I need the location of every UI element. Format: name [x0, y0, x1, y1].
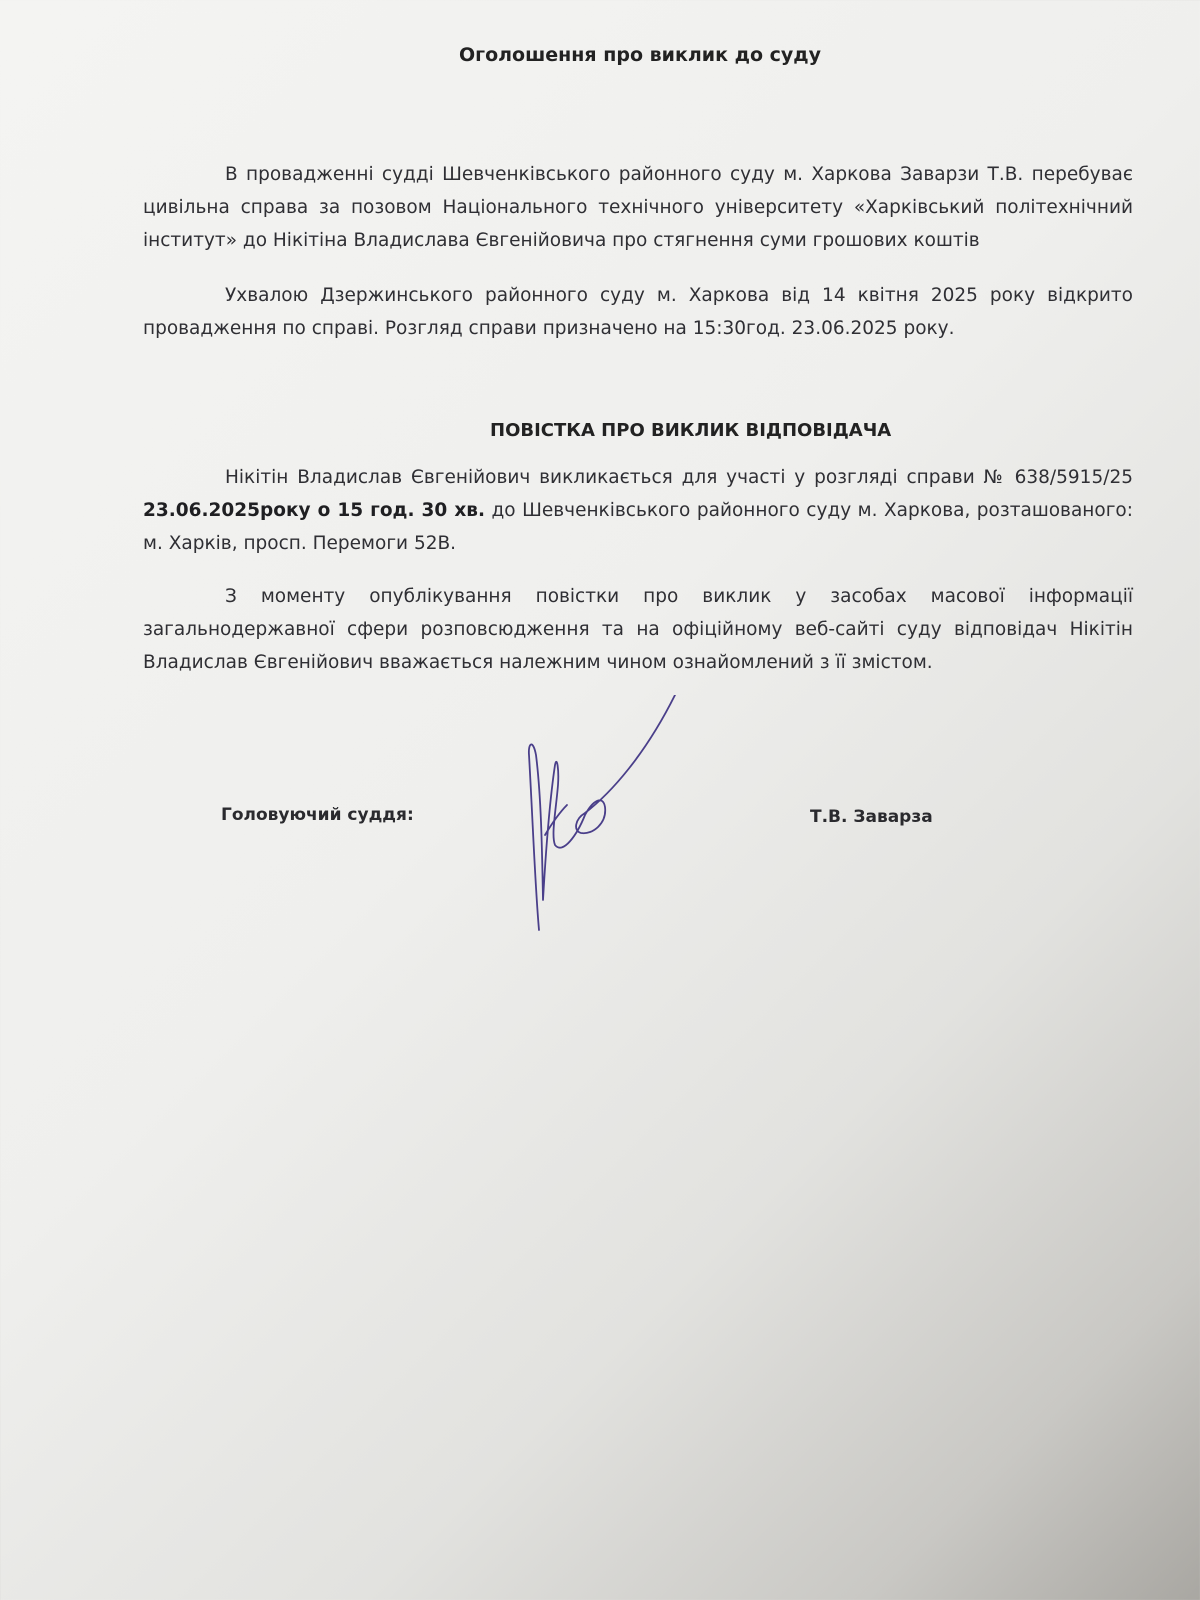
- document-title: Оголошення про виклик до суду: [459, 44, 821, 66]
- paragraph-publication-notice: З моменту опублікування повістки про виклик у засобах масової інформації загальнодержавної сфери розповсюдження та на офіційному веб-сайті суду відповідач Нікітін Владислав Євгенійович вважається належним чином ознайомлений з її змістом.: [143, 586, 1133, 673]
- summons-datetime: 23.06.2025року о 15 год. 30 хв.: [143, 500, 486, 521]
- handwritten-signature: [515, 695, 695, 940]
- paragraph-case-description: В провадженні судді Шевченківського районного суду м. Харкова Заварзи Т.В. перебуває цивільна справа за позовом Національного технічного університету «Харківський політехнічний інститут» до Нікітіна Владислава Євгенійовича про стягнення суми грошових коштів: [143, 164, 1133, 251]
- summons-subtitle: ПОВІСТКА ПРО ВИКЛИК ВІДПОВІДАЧА: [490, 420, 892, 441]
- presiding-judge-label: Головуючий суддя:: [221, 805, 414, 825]
- summons-text-end: до Шевченківського районного суду м. Харкова, розташованого: м. Харків, просп. Перемоги 52В.: [143, 500, 1133, 554]
- judge-name: Т.В. Заварза: [810, 807, 933, 827]
- summons-text-start: Нікітін Владислав Євгенійович викликається для участі у розгляді справи № 638/5915/25: [225, 467, 1133, 488]
- paragraph-summons: [143, 461, 1133, 560]
- paragraph-proceedings-opened: Ухвалою Дзержинського районного суду м. Харкова від 14 квітня 2025 року відкрито провадження по справі. Розгляд справи призначено на 15:30год. 23.06.2025 року.: [143, 285, 1133, 339]
